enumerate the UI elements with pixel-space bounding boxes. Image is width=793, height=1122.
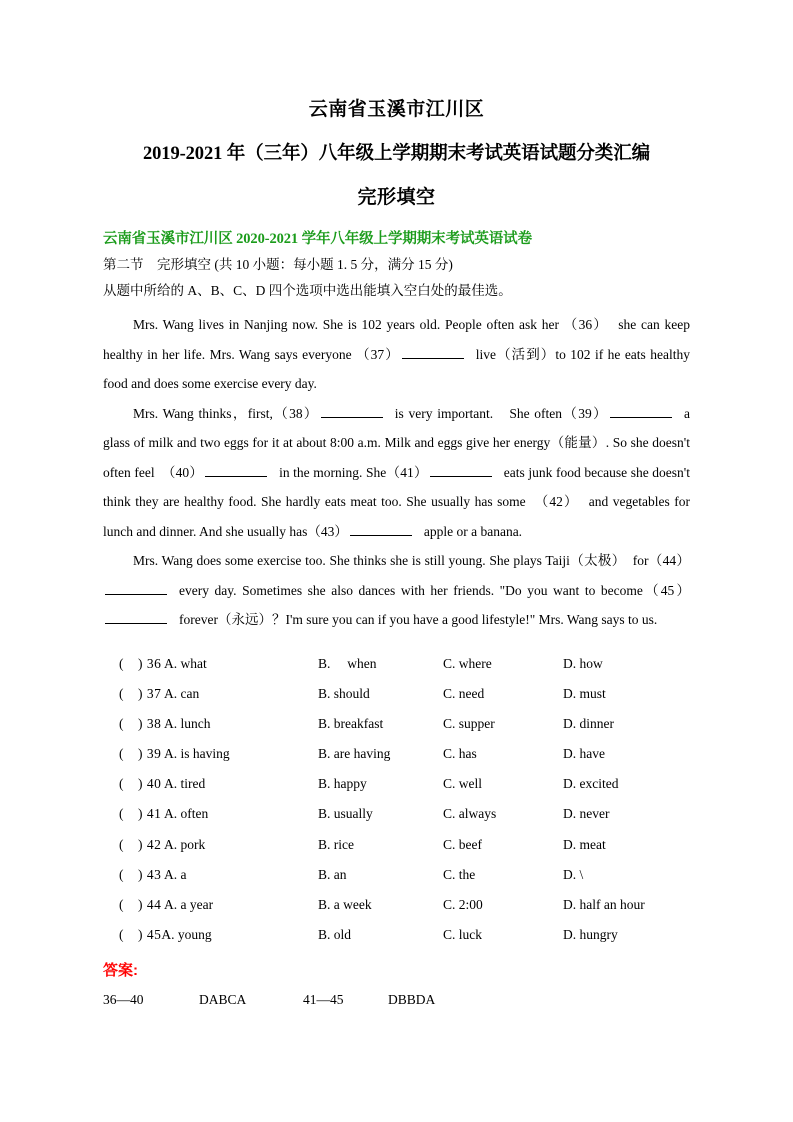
passage-text: and vegetables for lunch and dinner. And she usually has（43） <box>103 494 690 539</box>
question-row-41 <box>103 799 690 829</box>
option-d-40[interactable]: D. excited <box>563 776 619 792</box>
option-a-42[interactable] <box>119 830 205 860</box>
cloze-passage <box>103 310 690 635</box>
page-title-line-3: 完形填空 <box>357 187 436 208</box>
option-label[interactable]: A. can <box>164 685 200 701</box>
page-title-line-1: 云南省玉溪市江川区 <box>308 99 485 120</box>
question-marker[interactable]: ( ) 36 <box>119 655 162 671</box>
option-a-37[interactable] <box>119 679 199 709</box>
passage-text: she can keep healthy in her life. Mrs. Wang says everyone （37） <box>103 317 690 362</box>
option-d-44[interactable]: D. half an hour <box>563 897 645 912</box>
answer-blank-44[interactable] <box>105 581 167 595</box>
passage-text: Mrs. Wang thinks，first,（38） <box>133 405 319 421</box>
question-marker[interactable]: ( ) 37 <box>119 685 162 701</box>
passage-paragraph-2 <box>103 399 690 547</box>
section-instruction: 第二节 完形填空 (共 10 小题：每小题 1. 5 分，满分 15 分) <box>103 257 453 272</box>
answer-blank-41[interactable] <box>430 463 492 477</box>
option-c-42[interactable]: C. beef <box>443 836 482 852</box>
option-label[interactable]: A. a <box>164 866 187 882</box>
option-label[interactable]: A. tired <box>164 776 206 792</box>
direction-instruction: 从题中所给的 A、B、C、D 四个选项中选出能填入空白处的最佳选。 <box>103 283 512 298</box>
option-a-44[interactable] <box>119 890 213 920</box>
question-row-40 <box>103 769 690 799</box>
question-row-44 <box>103 890 690 920</box>
passage-text: apple or a banana. <box>423 523 523 539</box>
question-marker[interactable]: ( ) 45 <box>119 927 162 943</box>
question-marker[interactable]: ( ) 44 <box>119 897 162 912</box>
question-row-37 <box>103 679 690 709</box>
question-marker[interactable]: ( ) 40 <box>119 776 162 792</box>
option-label[interactable]: A. a year <box>164 897 214 912</box>
passage-text: a glass of milk and two eggs for it at about 8:00 a.m. Milk and eggs give her energy（能量）. So she doesn't often feel （40） <box>103 405 690 480</box>
exam-source-subtitle: 云南省玉溪市江川区 2020-2021 学年八年级上学期期末考试英语试卷 <box>103 231 532 247</box>
answer-keys-2: DBBDA <box>388 992 436 1008</box>
option-label[interactable]: A. lunch <box>164 715 211 731</box>
option-b-43[interactable]: B. an <box>318 866 347 882</box>
option-label[interactable]: A. is having <box>164 746 230 762</box>
option-label[interactable]: A. young <box>161 927 212 943</box>
option-d-38[interactable]: D. dinner <box>563 715 614 731</box>
option-c-45[interactable]: C. luck <box>443 927 482 943</box>
question-row-42 <box>103 830 690 860</box>
option-label[interactable]: A. often <box>164 806 209 822</box>
question-row-36 <box>103 649 690 679</box>
option-label[interactable]: A. pork <box>164 836 206 852</box>
option-c-36[interactable]: C. where <box>443 655 492 671</box>
passage-text: forever（永远）？I'm sure you can if you have a good lifestyle!" Mrs. Wang says to us. <box>179 612 658 627</box>
question-marker[interactable]: ( ) 42 <box>119 836 162 852</box>
passage-text: eats junk food because she doesn't think they are healthy food. She hardly eats meat too. She usually has some （42） <box>103 464 690 509</box>
question-row-43 <box>103 860 690 890</box>
option-c-39[interactable]: C. has <box>443 746 477 762</box>
passage-paragraph-1 <box>103 310 690 399</box>
answer-blank-39[interactable] <box>610 404 672 418</box>
question-marker[interactable]: ( ) 41 <box>119 806 162 822</box>
option-d-45[interactable]: D. hungry <box>563 927 618 943</box>
answer-blank-45[interactable] <box>105 610 167 624</box>
option-a-43[interactable] <box>119 860 187 890</box>
option-d-39[interactable]: D. have <box>563 746 605 762</box>
option-label[interactable]: A. what <box>164 655 207 671</box>
option-a-41[interactable] <box>119 799 208 829</box>
question-marker[interactable]: ( ) 43 <box>119 866 162 882</box>
answer-blank-37[interactable] <box>402 345 464 359</box>
option-d-43[interactable]: D. \ <box>563 866 584 882</box>
passage-text: is very important. She often（39） <box>394 405 608 421</box>
option-a-40[interactable] <box>119 769 205 799</box>
option-b-37[interactable]: B. should <box>318 685 370 701</box>
answer-blank-38[interactable] <box>321 404 383 418</box>
option-d-42[interactable]: D. meat <box>563 836 606 852</box>
question-marker[interactable]: ( ) 39 <box>119 746 162 762</box>
option-b-36[interactable]: B. when <box>318 655 377 671</box>
answer-keys-1: DABCA <box>199 992 247 1008</box>
option-b-40[interactable]: B. happy <box>318 776 367 792</box>
passage-text: live（活到）to 102 if he eats healthy food and does some exercise every day. <box>103 346 690 391</box>
option-b-45[interactable]: B. old <box>318 927 352 943</box>
question-marker[interactable]: ( ) 38 <box>119 715 162 731</box>
answers-row <box>103 986 690 1014</box>
option-c-40[interactable]: C. well <box>443 776 482 792</box>
option-d-37[interactable]: D. must <box>563 685 606 701</box>
option-a-39[interactable] <box>119 739 230 769</box>
answer-range-2: 41—45 <box>303 992 344 1008</box>
passage-text: Mrs. Wang lives in Nanjing now. She is 102 years old. People often ask her （36） <box>133 317 609 332</box>
option-b-41[interactable]: B. usually <box>318 806 373 822</box>
page-title-line-2: 2019-2021 年（三年）八年级上学期期末考试英语试题分类汇编 <box>143 144 650 164</box>
option-c-41[interactable]: C. always <box>443 806 497 822</box>
passage-paragraph-3 <box>103 546 690 635</box>
answer-blank-40[interactable] <box>205 463 267 477</box>
question-row-45 <box>103 920 690 950</box>
option-c-37[interactable]: C. need <box>443 685 485 701</box>
option-d-41[interactable]: D. never <box>563 806 610 822</box>
question-options-list <box>103 649 690 951</box>
option-b-44[interactable]: B. a week <box>318 897 372 912</box>
option-c-38[interactable]: C. supper <box>443 715 495 731</box>
passage-text: every day. Sometimes she also dances with her friends. "Do you want to become（45） <box>179 582 690 598</box>
option-a-45[interactable] <box>119 920 212 950</box>
passage-text: Mrs. Wang does some exercise too. She thinks she is still young. She plays Taiji（太极） for（44） <box>133 553 690 568</box>
option-c-44[interactable]: C. 2:00 <box>443 897 483 912</box>
option-a-38[interactable] <box>119 709 211 739</box>
option-b-38[interactable]: B. breakfast <box>318 715 384 731</box>
title-block <box>103 0 690 252</box>
option-b-42[interactable]: B. rice <box>318 836 354 852</box>
answer-blank-43[interactable] <box>350 522 412 536</box>
question-row-39 <box>103 739 690 769</box>
option-c-43[interactable]: C. the <box>443 866 476 882</box>
answer-range-1: 36—40 <box>103 992 144 1008</box>
option-d-36[interactable]: D. how <box>563 655 603 671</box>
option-b-39[interactable]: B. are having <box>318 746 391 762</box>
question-row-38 <box>103 709 690 739</box>
passage-text: in the morning. She（41） <box>279 464 428 480</box>
option-a-36[interactable] <box>119 649 207 679</box>
answers-heading: 答案: <box>103 962 138 980</box>
